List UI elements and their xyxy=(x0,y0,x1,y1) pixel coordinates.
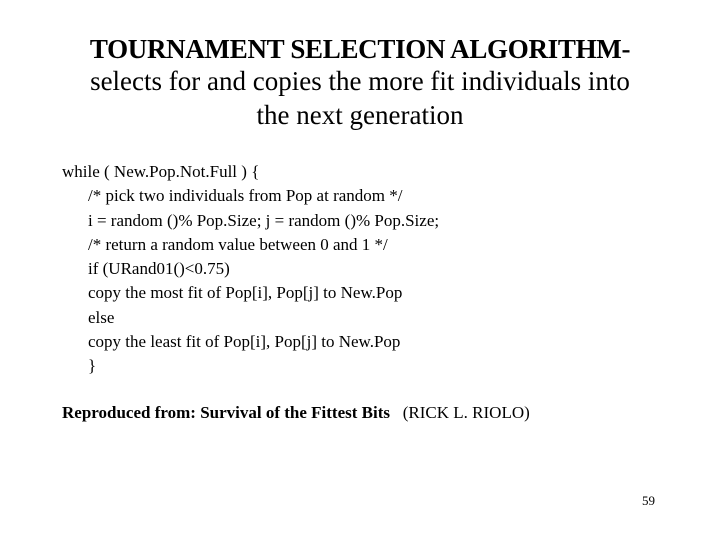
title-subtitle-line-1: selects for and copies the more fit individuals into xyxy=(90,66,630,96)
title-heading: TOURNAMENT SELECTION ALGORITHM- xyxy=(89,34,631,64)
code-line: else xyxy=(88,307,115,327)
code-line: } xyxy=(88,356,97,376)
code-line: /* pick two individuals from Pop at random */ xyxy=(88,186,403,206)
code-line: copy the least fit of Pop[i], Pop[j] to New.Pop xyxy=(88,332,401,352)
source-credit xyxy=(62,402,530,424)
code-line: while ( New.Pop.Not.Full ) { xyxy=(62,162,260,181)
pseudocode-block xyxy=(62,160,662,379)
code-line: copy the most fit of Pop[i], Pop[j] to New.Pop xyxy=(88,283,403,303)
slide-title xyxy=(40,34,680,132)
page-number: 59 xyxy=(642,493,655,508)
title-subtitle-line-2: the next generation xyxy=(256,100,464,130)
credit-author: (RICK L. RIOLO) xyxy=(402,403,530,422)
credit-label: Reproduced from: Survival of the Fittest Bits xyxy=(62,403,391,422)
code-line: /* return a random value between 0 and 1 */ xyxy=(88,234,388,254)
code-line: if (URand01()<0.75) xyxy=(88,259,230,279)
code-line: i = random ()% Pop.Size; j = random ()% Pop.Size; xyxy=(88,210,440,230)
